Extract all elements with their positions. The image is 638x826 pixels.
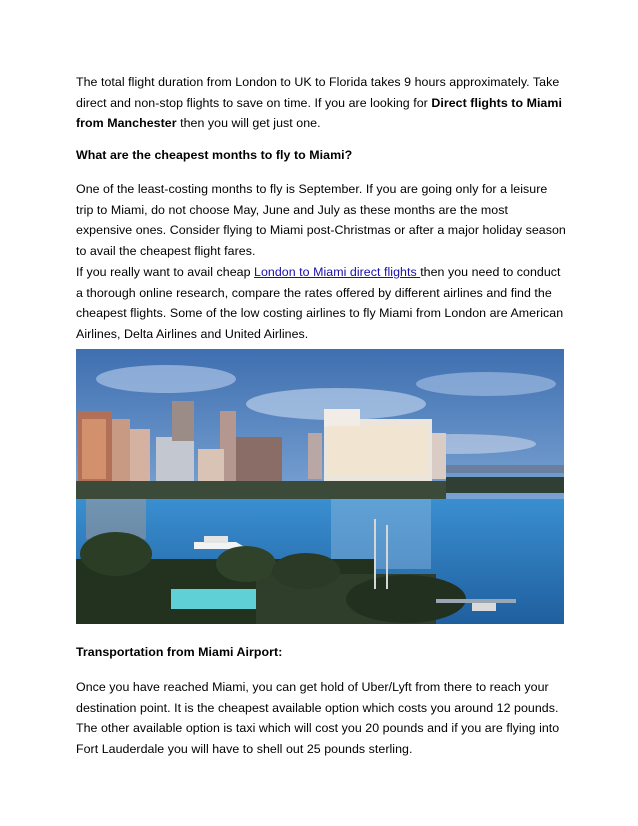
p1-text-a: The total flight duration from London to UK to Florida takes 9 hours approximately. Take direct and non-stop flights to save on time. If you are looking for xyxy=(76,75,560,110)
paragraph-transportation: Once you have reached Miami, you can get hold of Uber/Lyft from there to reach your destination point. It is the cheapest available option which costs you around 12 pounds. The other available option is taxi which will cost you 20 pounds and if you are flying into Fort Lauderdale you will have to shell out 25 pounds sterling. xyxy=(76,680,560,756)
p1-bold-phrase: Direct flights to Miami from Manchester xyxy=(76,95,562,130)
p3-text-a: If you really want to avail cheap xyxy=(76,265,255,279)
heading-transportation: Transportation from Miami Airport: xyxy=(76,645,283,659)
paragraph-cheapest-months: One of the least-costing months to fly is September. If you are going only for a leisure trip to Miami, do not choose May, June and July as these months are the most expensive ones. Consider flying to Miami post-Christmas or after a major holiday season to avail the cheapest flight fares. xyxy=(76,182,566,258)
heading-cheapest-months: What are the cheapest months to fly to Miami? xyxy=(76,148,353,162)
london-miami-flights-link[interactable]: London to Miami direct flights xyxy=(254,265,421,279)
miami-skyline-photo xyxy=(76,349,564,624)
paragraph-direct-flights xyxy=(76,262,566,344)
p1-text-b: then you will get just one. xyxy=(176,116,321,130)
paragraph-flight-duration xyxy=(76,72,566,134)
p3-text-b: then you need to conduct a thorough online research, compare the rates offered by different airlines and find the cheapest flights. Some of the low costing airlines to fly Miami from London are American Airlines, Delta Airlines and United Airlines. xyxy=(76,265,564,341)
